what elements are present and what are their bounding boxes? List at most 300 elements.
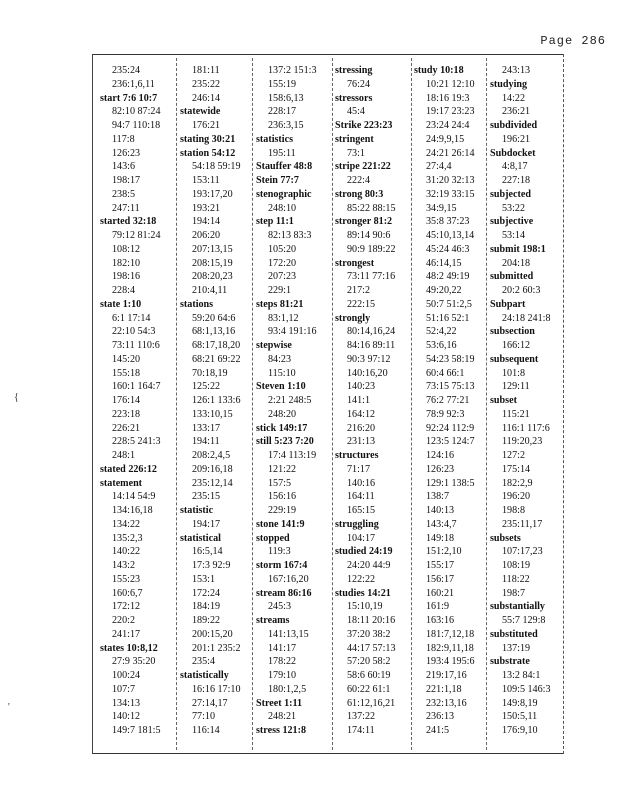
page-reference: 23:24 24:4 xyxy=(426,120,470,131)
page-reference: 140:23 xyxy=(347,381,376,393)
page-reference: 24:18 241:8 xyxy=(502,312,551,324)
page-reference: 141:13,15 xyxy=(268,628,309,640)
page-reference: 179:10 xyxy=(268,670,297,681)
page-reference: 236:21 xyxy=(502,106,531,118)
index-term: statewide xyxy=(180,106,221,118)
page-reference: 182:9,11,18 xyxy=(426,642,474,654)
page-reference: 126:23 xyxy=(112,147,141,159)
index-term: Stauffer 48:8 xyxy=(256,161,313,173)
page-reference: 104:17 xyxy=(347,532,376,544)
page-reference: 235:4 xyxy=(192,656,215,668)
page-reference: 184:19 xyxy=(192,601,221,613)
page-reference: 53:22 xyxy=(502,202,525,214)
page-reference: 176:9,10 xyxy=(502,725,538,736)
page-reference: 70:18,19 xyxy=(192,367,228,379)
page-reference: 194:17 xyxy=(192,518,221,530)
page-reference: 140:13 xyxy=(426,505,455,516)
page-reference: 108:19 xyxy=(502,560,531,571)
page-reference: 193:17,20 xyxy=(192,188,233,200)
page-reference: 207:23 xyxy=(268,271,297,283)
page-reference: 178:22 xyxy=(268,656,297,668)
index-term: substituted xyxy=(490,628,538,640)
index-term: states 10:8,12 xyxy=(100,642,158,654)
page-reference: 126:23 xyxy=(426,463,455,475)
page-reference: 149:8,19 xyxy=(502,697,538,709)
page-reference: 122:22 xyxy=(347,573,376,585)
page-reference: 126:1 133:6 xyxy=(192,395,241,406)
page-reference: 194:11 xyxy=(192,436,220,448)
page-reference: 118:22 xyxy=(502,573,530,585)
page-reference: 115:10 xyxy=(268,367,296,379)
page-reference: 121:22 xyxy=(268,463,297,475)
index-term: stripe 221:22 xyxy=(335,161,391,173)
page-reference: 155:19 xyxy=(268,78,297,90)
page-reference: 76:24 xyxy=(347,78,370,90)
page-reference: 198:8 xyxy=(502,505,525,516)
page-reference: 129:11 xyxy=(502,381,530,393)
page-reference: 68:17,18,20 xyxy=(192,340,241,351)
column-divider xyxy=(176,58,177,750)
page-reference: 133:17 xyxy=(192,422,221,434)
page-reference: 31:20 32:13 xyxy=(426,175,475,186)
page-reference: 54:23 58:19 xyxy=(426,353,475,365)
index-term: subset xyxy=(490,395,517,406)
page-reference: 248:10 xyxy=(268,202,297,214)
page-reference: 24:20 44:9 xyxy=(347,560,391,571)
page-reference: 73:11 77:16 xyxy=(347,271,396,283)
page-reference: 2:21 248:5 xyxy=(268,395,312,406)
index-term: structures xyxy=(335,450,379,461)
page-reference: 46:14,15 xyxy=(426,257,462,269)
page-reference: 24:9,9,15 xyxy=(426,133,465,145)
page-reference: 68:21 69:22 xyxy=(192,353,241,365)
page-reference: 195:11 xyxy=(268,147,296,159)
page-reference: 248:20 xyxy=(268,408,297,420)
page-reference: 210:4,11 xyxy=(192,285,228,296)
page-reference: 20:2 60:3 xyxy=(502,285,541,296)
page-reference: 119:3 xyxy=(268,546,291,558)
index-term: stringent xyxy=(335,133,374,145)
page-reference: 228:5 241:3 xyxy=(112,436,161,448)
index-term: state 1:10 xyxy=(100,298,142,310)
page-reference: 17:4 113:19 xyxy=(268,450,317,461)
index-term: Subdocket xyxy=(490,147,536,159)
page-reference: 235:24 xyxy=(112,65,141,76)
page-reference: 153:1 xyxy=(192,573,215,585)
page-reference: 124:16 xyxy=(426,450,455,461)
page-reference: 246:14 xyxy=(192,92,221,104)
page-reference: 45:4 xyxy=(347,106,365,118)
page-reference: 37:20 38:2 xyxy=(347,628,391,640)
page-reference: 229:19 xyxy=(268,505,297,516)
page-reference: 194:14 xyxy=(192,216,221,228)
page-reference: 127:2 xyxy=(502,450,525,461)
page-reference: 60:22 61:1 xyxy=(347,683,391,695)
index-term: storm 167:4 xyxy=(256,560,308,571)
page-reference: 93:4 191:16 xyxy=(268,326,317,338)
bottom-border xyxy=(92,753,564,754)
index-term: stations xyxy=(180,298,214,310)
page-reference: 44:17 57:13 xyxy=(347,642,396,654)
index-term: subdivided xyxy=(490,120,538,131)
page-reference: 71:17 xyxy=(347,463,370,475)
page-reference: 82:13 83:3 xyxy=(268,230,312,241)
index-term: statistic xyxy=(180,505,214,516)
page-reference: 176:14 xyxy=(112,395,141,406)
page-reference: 51:16 52:1 xyxy=(426,312,470,324)
index-term: statistical xyxy=(180,532,221,544)
page-reference: 49:20,22 xyxy=(426,285,462,296)
page-reference: 208:15,19 xyxy=(192,257,233,269)
index-term: submitted xyxy=(490,271,534,283)
index-term: strongest xyxy=(335,257,375,269)
page-reference: 92:24 112:9 xyxy=(426,422,475,434)
page-reference: 156:16 xyxy=(268,491,297,503)
page-reference: 156:17 xyxy=(426,573,455,585)
index-term: statement xyxy=(100,477,143,489)
page-reference: 140:16 xyxy=(347,477,376,489)
page-reference: 45:24 46:3 xyxy=(426,243,470,255)
page-reference: 140:22 xyxy=(112,546,141,558)
page-reference: 220:2 xyxy=(112,615,135,626)
page-reference: 94:7 110:18 xyxy=(112,120,161,131)
page-reference: 223:18 xyxy=(112,408,141,420)
page-reference: 167:16,20 xyxy=(268,573,309,585)
page-reference: 100:24 xyxy=(112,670,141,681)
page-reference: 82:10 87:24 xyxy=(112,106,161,118)
index-term: stick 149:17 xyxy=(256,422,308,434)
page-reference: 232:13,16 xyxy=(426,697,467,709)
page-reference: 182:2,9 xyxy=(502,477,533,489)
index-column-3 xyxy=(254,64,332,750)
page-reference: 134:13 xyxy=(112,697,141,709)
index-term: subsets xyxy=(490,532,521,544)
page-reference: 78:9 92:3 xyxy=(426,408,465,420)
index-term: statistics xyxy=(256,133,294,145)
index-column-6 xyxy=(488,64,562,750)
page-reference: 13:2 84:1 xyxy=(502,670,541,681)
index-term: substantially xyxy=(490,601,545,613)
margin-tick-mark: ' xyxy=(8,702,10,713)
page-reference: 48:2 49:19 xyxy=(426,271,470,283)
page-reference: 243:13 xyxy=(502,65,531,76)
index-column-4 xyxy=(333,64,411,750)
index-term: subjective xyxy=(490,216,534,228)
right-border xyxy=(563,54,564,754)
index-term: subsequent xyxy=(490,353,539,365)
page-reference: 101:8 xyxy=(502,367,525,379)
index-term: stressors xyxy=(335,92,373,104)
page-reference: 77:10 xyxy=(192,711,215,723)
index-term: study 10:18 xyxy=(414,65,464,76)
page-reference: 221:1,18 xyxy=(426,683,462,695)
page-reference: 10:21 12:10 xyxy=(426,78,475,90)
page-reference: 172:12 xyxy=(112,601,141,613)
page-reference: 52:4,22 xyxy=(426,326,457,338)
page-reference: 116:14 xyxy=(192,725,220,736)
page-reference: 61:12,16,21 xyxy=(347,697,396,709)
page-reference: 181:7,12,18 xyxy=(426,628,475,640)
index-page xyxy=(92,54,564,754)
page-reference: 248:1 xyxy=(112,450,135,461)
index-term: Strike 223:23 xyxy=(335,120,393,131)
page-reference: 158:6,13 xyxy=(268,92,304,104)
page-reference: 235:22 xyxy=(192,78,221,90)
index-term: studying xyxy=(490,78,528,90)
left-border xyxy=(92,54,93,754)
page-reference: 160:6,7 xyxy=(112,587,143,599)
column-divider xyxy=(486,58,487,750)
page-reference: 4:8,17 xyxy=(502,161,528,173)
page-reference: 196:21 xyxy=(502,133,531,145)
page-reference: 166:12 xyxy=(502,340,531,351)
page-reference: 85:22 88:15 xyxy=(347,202,396,214)
page-reference: 137:2 151:3 xyxy=(268,65,317,76)
page-reference: 53:6,16 xyxy=(426,340,457,351)
index-term: subsection xyxy=(490,326,535,338)
page-reference: 143:4,7 xyxy=(426,518,457,530)
page-reference: 165:15 xyxy=(347,505,376,516)
page-reference: 143:2 xyxy=(112,560,135,571)
page-reference: 236:1,6,11 xyxy=(112,78,155,90)
page-reference: 181:11 xyxy=(192,65,220,76)
index-term: Steven 1:10 xyxy=(256,381,306,393)
page-reference: 141:17 xyxy=(268,642,297,654)
page-reference: 235:11,17 xyxy=(502,518,543,530)
page-reference: 175:14 xyxy=(502,463,531,475)
page-reference: 18:16 19:3 xyxy=(426,92,470,104)
page-reference: 133:10,15 xyxy=(192,408,233,420)
index-term: stream 86:16 xyxy=(256,587,312,599)
page-reference: 14:14 54:9 xyxy=(112,491,156,503)
page-reference: 16:16 17:10 xyxy=(192,683,241,695)
column-divider xyxy=(252,58,253,750)
page-reference: 59:20 64:6 xyxy=(192,312,236,324)
index-term: still 5:23 7:20 xyxy=(256,436,314,448)
index-term: submit 198:1 xyxy=(490,243,546,255)
page-reference: 15:10,19 xyxy=(347,601,383,613)
page-reference: 206:20 xyxy=(192,230,221,241)
page-reference: 208:20,23 xyxy=(192,271,233,283)
page-reference: 84:23 xyxy=(268,353,291,365)
page-reference: 235:15 xyxy=(192,491,221,503)
page-reference: 135:2,3 xyxy=(112,532,143,544)
page-reference: 137:22 xyxy=(347,711,376,723)
page-reference: 137:19 xyxy=(502,642,531,654)
page-reference: 157:5 xyxy=(268,477,291,489)
page-reference: 60:4 66:1 xyxy=(426,367,465,379)
page-reference: 123:5 124:7 xyxy=(426,436,475,448)
page-reference: 138:7 xyxy=(426,491,449,503)
page-reference: 217:2 xyxy=(347,285,370,296)
page-number: Page 286 xyxy=(540,34,606,48)
page-reference: 228:17 xyxy=(268,106,297,118)
index-term: Street 1:11 xyxy=(256,697,303,709)
page-reference: 219:17,16 xyxy=(426,670,467,681)
page-reference: 53:14 xyxy=(502,230,525,241)
page-reference: 76:2 77:21 xyxy=(426,395,470,406)
index-column-1 xyxy=(98,64,174,750)
index-term: stating 30:21 xyxy=(180,133,236,145)
index-term: step 11:1 xyxy=(256,216,294,228)
page-reference: 189:22 xyxy=(192,615,221,626)
page-reference: 117:8 xyxy=(112,133,135,145)
index-column-5 xyxy=(412,64,488,750)
page-reference: 235:12,14 xyxy=(192,477,233,489)
page-reference: 182:10 xyxy=(112,257,141,269)
page-reference: 129:1 138:5 xyxy=(426,477,475,489)
page-reference: 54:18 59:19 xyxy=(192,161,241,173)
page-reference: 151:2,10 xyxy=(426,546,462,558)
page-reference: 116:1 117:6 xyxy=(502,422,550,434)
page-reference: 19:17 23:23 xyxy=(426,106,475,118)
index-term: station 54:12 xyxy=(180,147,236,159)
page-reference: 207:13,15 xyxy=(192,243,233,255)
page-reference: 208:2,4,5 xyxy=(192,450,231,461)
page-reference: 134:16,18 xyxy=(112,505,153,516)
page-reference: 89:14 90:6 xyxy=(347,230,391,241)
page-reference: 231:13 xyxy=(347,436,376,448)
page-reference: 45:10,13,14 xyxy=(426,230,475,241)
page-reference: 32:19 33:15 xyxy=(426,188,475,200)
index-term: stated 226:12 xyxy=(100,463,157,475)
page-reference: 236:13 xyxy=(426,711,455,723)
page-reference: 145:20 xyxy=(112,353,141,365)
page-reference: 16:5,14 xyxy=(192,546,223,558)
page-reference: 164:11 xyxy=(347,491,375,503)
page-reference: 35:8 37:23 xyxy=(426,216,470,228)
index-term: stenographic xyxy=(256,188,312,200)
index-term: stone 141:9 xyxy=(256,518,305,530)
page-reference: 108:12 xyxy=(112,243,141,255)
page-reference: 172:20 xyxy=(268,257,297,269)
page-reference: 125:22 xyxy=(192,381,221,393)
page-reference: 24:21 26:14 xyxy=(426,147,475,159)
page-reference: 222:15 xyxy=(347,298,376,310)
page-reference: 236:3,15 xyxy=(268,120,304,131)
page-reference: 176:21 xyxy=(192,120,221,131)
page-reference: 198:16 xyxy=(112,271,141,283)
page-reference: 149:18 xyxy=(426,532,455,544)
index-term: started 32:18 xyxy=(100,216,157,228)
page-reference: 174:11 xyxy=(347,725,375,736)
page-reference: 140:12 xyxy=(112,711,141,723)
page-reference: 155:23 xyxy=(112,573,141,585)
page-reference: 161:9 xyxy=(426,601,449,613)
top-border xyxy=(92,54,564,55)
page-reference: 196:20 xyxy=(502,491,531,503)
page-reference: 115:21 xyxy=(502,408,530,420)
index-term: substrate xyxy=(490,656,530,668)
page-reference: 73:1 xyxy=(347,147,365,159)
page-reference: 209:16,18 xyxy=(192,463,233,475)
page-reference: 84:16 89:11 xyxy=(347,340,396,351)
page-reference: 241:5 xyxy=(426,725,449,736)
index-term: studies 14:21 xyxy=(335,587,391,599)
page-reference: 160:21 xyxy=(426,587,455,599)
page-reference: 27:9 35:20 xyxy=(112,656,156,668)
index-term: stronger 81:2 xyxy=(335,216,393,228)
margin-brace-mark: { xyxy=(14,392,19,403)
page-reference: 90:3 97:12 xyxy=(347,353,391,365)
page-reference: 50:7 51:2,5 xyxy=(426,298,472,310)
page-reference: 105:20 xyxy=(268,243,297,255)
page-reference: 57:20 58:2 xyxy=(347,656,391,668)
page-reference: 248:21 xyxy=(268,711,297,723)
page-reference: 109:5 146:3 xyxy=(502,683,551,695)
index-term: stressing xyxy=(335,65,373,76)
index-term: struggling xyxy=(335,518,379,530)
page-reference: 227:18 xyxy=(502,175,531,186)
page-reference: 164:12 xyxy=(347,408,376,420)
page-reference: 18:11 20:16 xyxy=(347,615,396,626)
page-reference: 27:4,4 xyxy=(426,161,452,173)
page-reference: 228:4 xyxy=(112,285,135,296)
page-reference: 193:4 195:6 xyxy=(426,656,475,668)
page-reference: 160:1 164:7 xyxy=(112,381,161,393)
page-reference: 27:14,17 xyxy=(192,697,228,709)
index-term: streams xyxy=(256,615,290,626)
page-reference: 238:5 xyxy=(112,188,135,200)
index-term: stopped xyxy=(256,532,290,544)
page-reference: 134:22 xyxy=(112,518,141,530)
page-reference: 83:1,12 xyxy=(268,312,299,324)
page-reference: 34:9,15 xyxy=(426,202,457,214)
page-reference: 198:17 xyxy=(112,175,141,186)
page-reference: 73:15 75:13 xyxy=(426,381,475,393)
page-reference: 150:5,11 xyxy=(502,711,538,723)
page-reference: 172:24 xyxy=(192,587,221,599)
index-column-2 xyxy=(178,64,252,750)
page-reference: 198:7 xyxy=(502,587,525,599)
page-reference: 222:4 xyxy=(347,175,370,186)
index-term: Subpart xyxy=(490,298,526,310)
page-reference: 193:21 xyxy=(192,202,221,214)
index-term: studied 24:19 xyxy=(335,546,393,558)
page-reference: 141:1 xyxy=(347,395,370,406)
index-term: statistically xyxy=(180,670,229,681)
page-reference: 6:1 17:14 xyxy=(112,312,151,324)
page-reference: 107:7 xyxy=(112,683,135,695)
page-reference: 14:22 xyxy=(502,92,525,104)
page-reference: 58:6 60:19 xyxy=(347,670,391,681)
page-reference: 68:1,13,16 xyxy=(192,326,236,338)
index-term: subjected xyxy=(490,188,531,200)
page-reference: 229:1 xyxy=(268,285,291,296)
page-reference: 55:7 129:8 xyxy=(502,615,546,626)
page-reference: 73:11 110:6 xyxy=(112,340,160,351)
index-term: strong 80:3 xyxy=(335,188,384,200)
page-reference: 149:7 181:5 xyxy=(112,725,161,736)
index-term: stress 121:8 xyxy=(256,725,306,736)
page-reference: 241:17 xyxy=(112,628,141,640)
page-reference: 216:20 xyxy=(347,422,376,434)
index-term: steps 81:21 xyxy=(256,298,304,310)
page-reference: 163:16 xyxy=(426,615,455,626)
page-reference: 153:11 xyxy=(192,175,220,186)
index-term: stepwise xyxy=(256,340,292,351)
page-reference: 245:3 xyxy=(268,601,291,613)
page-reference: 107:17,23 xyxy=(502,546,543,558)
page-reference: 143:6 xyxy=(112,161,135,173)
page-reference: 226:21 xyxy=(112,422,141,434)
page-reference: 17:3 92:9 xyxy=(192,560,231,571)
index-term: start 7:6 10:7 xyxy=(100,92,158,104)
index-term: Stein 77:7 xyxy=(256,175,299,186)
page-reference: 155:18 xyxy=(112,367,141,379)
page-reference: 140:16,20 xyxy=(347,367,388,379)
page-reference: 200:15,20 xyxy=(192,628,233,640)
